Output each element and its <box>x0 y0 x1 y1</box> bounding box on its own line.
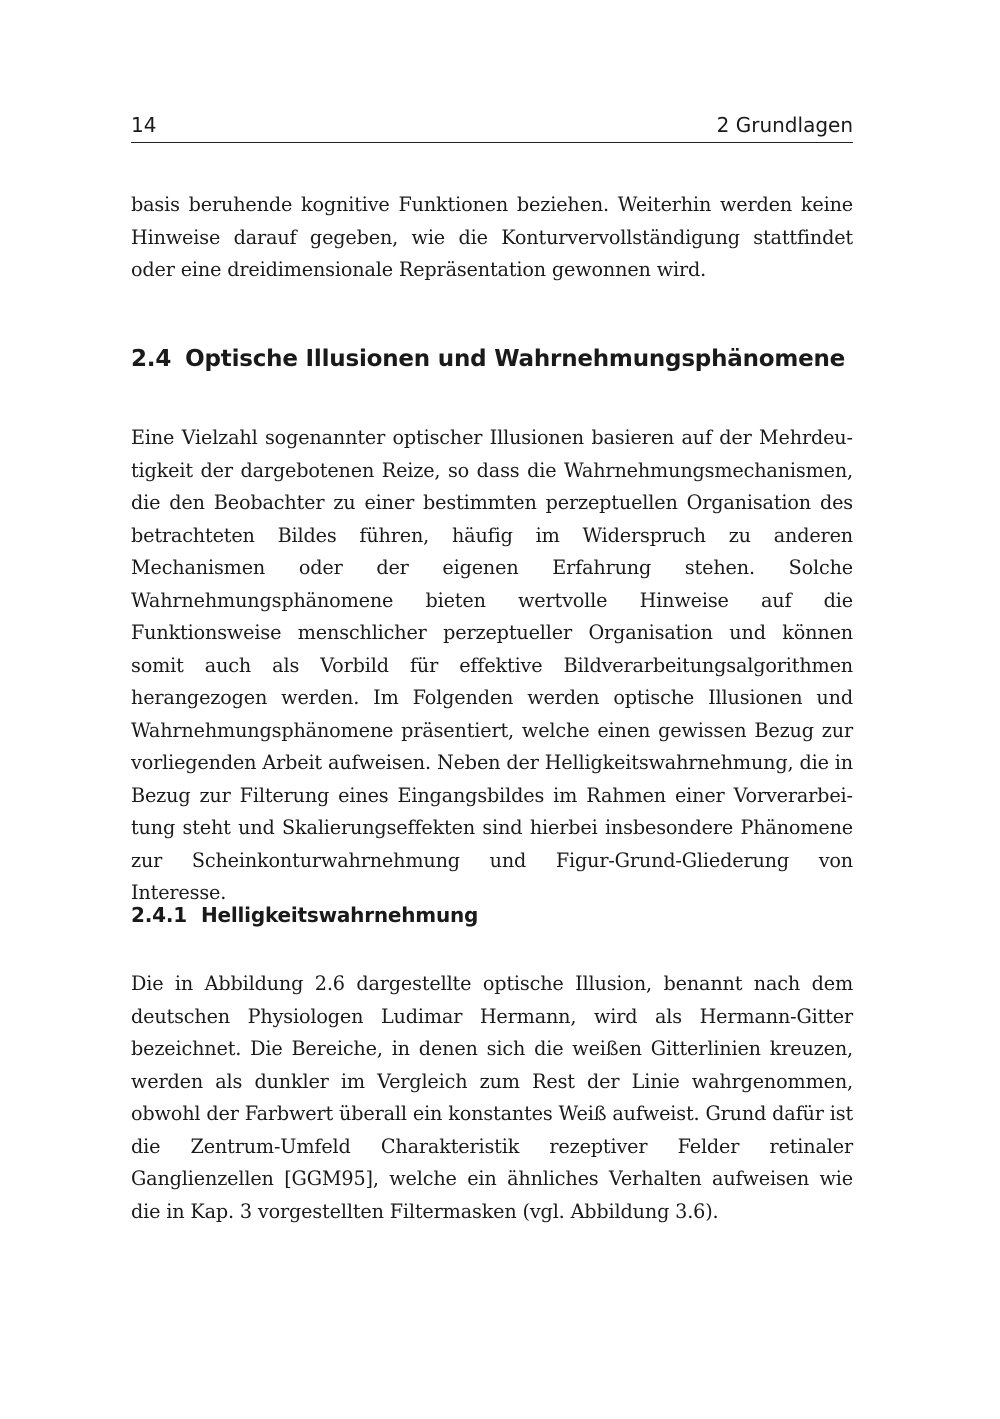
section-title: Optische Illusionen und Wahrnehmungsphänomene <box>185 346 846 372</box>
section-heading <box>131 346 845 372</box>
running-header <box>131 110 853 143</box>
subsection-heading <box>131 903 478 927</box>
subsection-paragraph: Die in Abbildung 2.6 dargestellte optische Illusion, benannt nach dem deutschen Physiologen Ludimar Hermann, wird als Hermann-Gitter bezeichnet. Die Bereiche, in denen sich die weißen Gitterlinien kreuzen, werden als dunkler im Vergleich zum Rest der Linie wahrgenommen, obwohl der Farbwert überall ein konstantes Weiß aufweist. Grund dafür ist die Zentrum-Umfeld Charakteristik rezeptiver Felder retinaler Ganglienzellen [GGM95], welche ein ähnliches Verhalten aufweisen wie die in Kap. 3 vorgestellten Filtermasken (vgl. Abbildung 3.6). <box>131 972 853 1223</box>
intro-paragraph: basis beruhende kognitive Funktionen beziehen. Weiterhin werden keine Hinweise darauf gegeben, wie die Konturvervollständigung stattfindet oder eine dreidimensionale Repräsentation gewonnen wird. <box>131 193 853 281</box>
subsection-number: 2.4.1 <box>131 903 187 927</box>
page-number: 14 <box>131 113 157 137</box>
chapter-title: 2 Grundlagen <box>716 113 853 137</box>
section-number: 2.4 <box>131 346 172 372</box>
subsection-title: Helligkeitswahrnehmung <box>200 903 479 927</box>
section-paragraph: Eine Vielzahl sogenannter optischer Illusionen basieren auf der Mehrdeutigkeit der dargebotenen Reize, so dass die Wahrnehmungsmechanismen, die den Beobachter zu einer bestimmten perzeptuellen Organisation des betrachteten Bildes führen, häufig im Widerspruch zu anderen Mechanismen oder der eigenen Erfahrung stehen. Solche Wahrnehmungsphänomene bieten wertvolle Hinweise auf die Funktionsweise menschlicher perzeptueller Organisation und können somit auch als Vorbild für effektive Bildverarbeitungsalgorithmen herangezogen werden. Im Folgenden werden optische Illusionen und Wahrnehmungsphänomene präsentiert, welche einen gewissen Bezug zur vorliegenden Arbeit aufweisen. Neben der Helligkeitswahrnehmung, die in Bezug zur Filterung eines Eingangsbildes im Rahmen einer Vorverarbeitung steht und Skalierungseffekten sind hierbei insbesondere Phänomene zur Scheinkonturwahrnehmung und Figur-Grund-Gliederung von Interesse. <box>131 426 853 904</box>
